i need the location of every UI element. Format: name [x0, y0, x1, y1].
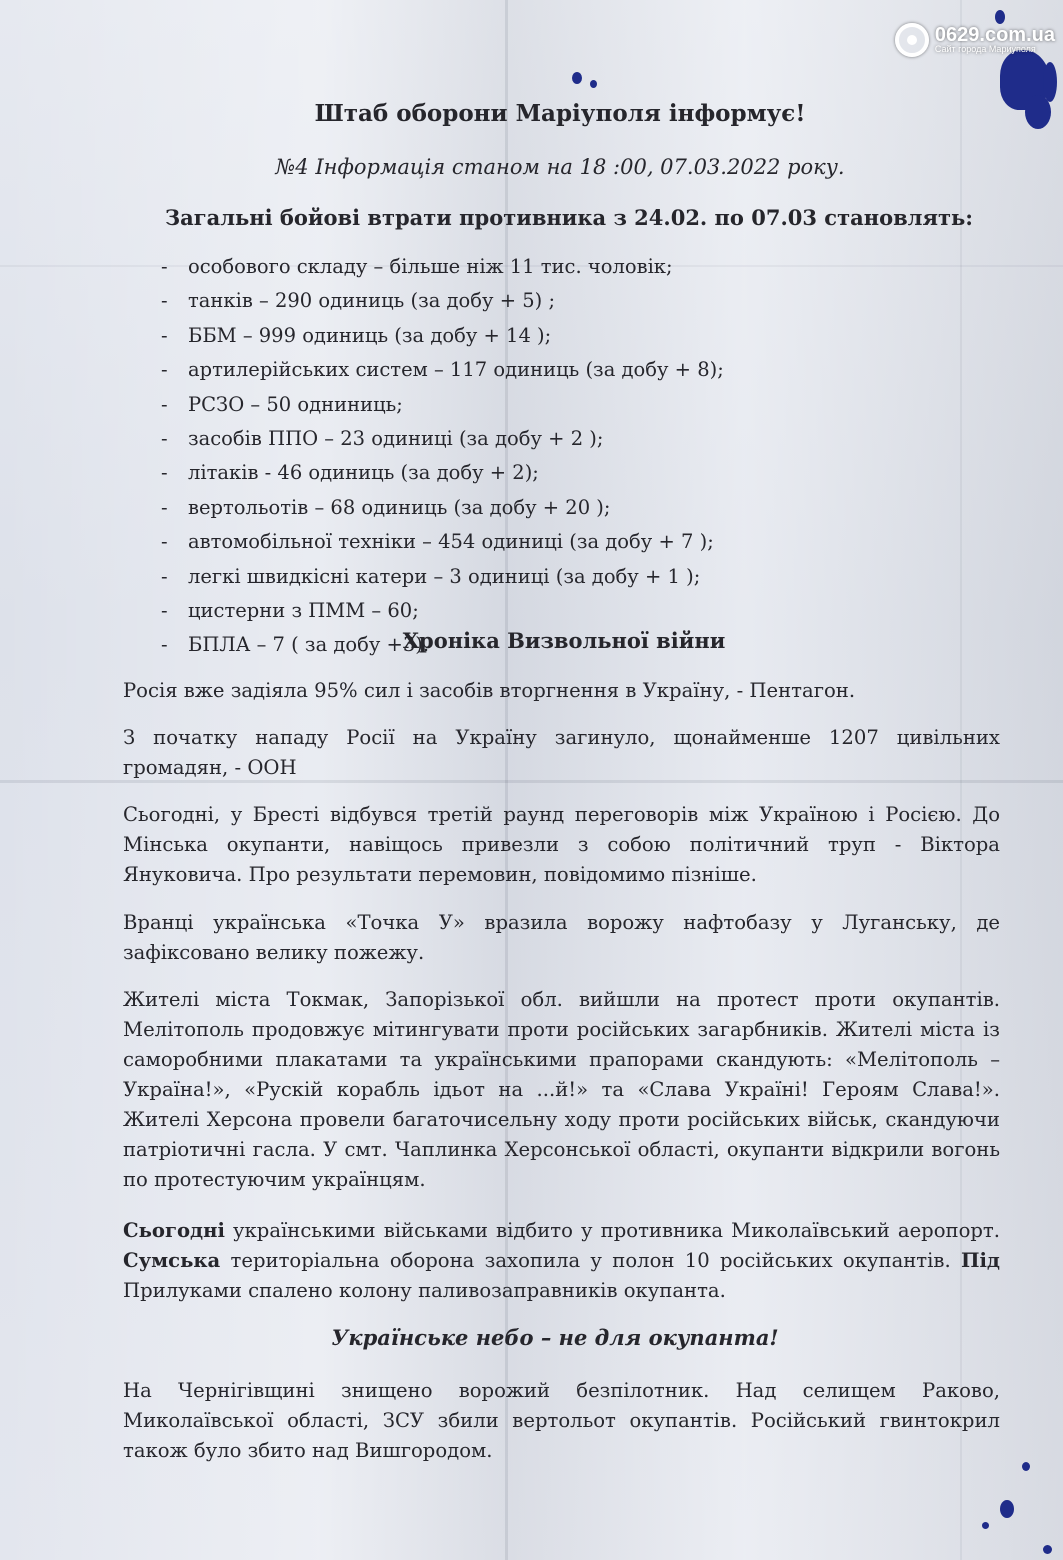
- losses-list: [155, 250, 875, 663]
- paragraph: Сьогодні, у Бресті відбувся третій раунд переговорів між Україною і Росією. До Мінська окупанти, навіщось привезли з собою політичний труп - Віктора Януковича. Про результати перемовин, повідомимо пізніше.: [123, 803, 1000, 886]
- paragraph: З початку нападу Росії на Україну загинуло, щонайменше 1207 цивільних громадян, - ООН: [123, 726, 1000, 779]
- paragraph-text: територіальна оборона захопила у полон 10 російських окупантів.: [220, 1249, 961, 1272]
- ink-stain: [1043, 1545, 1052, 1554]
- paragraph-lead: Сьогодні: [123, 1219, 225, 1242]
- document-subtitle: №4 Інформація станом на 18 :00, 07.03.2022 року.: [275, 155, 845, 179]
- ink-stain: [1022, 1462, 1030, 1471]
- list-item: - особового складу – більше ніж 11 тис. чоловік;: [155, 250, 875, 284]
- section-heading: Українське небо – не для окупанта!: [331, 1325, 779, 1350]
- list-item: - БПЛА – 7 ( за добу +3).: [155, 628, 875, 662]
- ink-stain: [1000, 1500, 1014, 1518]
- list-item: - автомобільної техніки – 454 одиниці (за добу + 7 );: [155, 525, 875, 559]
- ink-stain: [590, 80, 597, 88]
- ink-stain: [982, 1522, 989, 1529]
- list-item: - ББМ – 999 одиниць (за добу + 14 );: [155, 319, 875, 353]
- chronicle-heading: Хроніка Визвольної війни: [402, 628, 726, 653]
- paragraph: На Чернігівщині знищено ворожий безпілотник. Над селищем Раково, Миколаївської області, ЗСУ збили вертольот окупантів. Російський гвинтокрил також було збито над Вишгородом.: [123, 1379, 1000, 1462]
- list-item: - артилерійських систем – 117 одиниць (за добу + 8);: [155, 353, 875, 387]
- document-title: Штаб оборони Маріуполя інформує!: [314, 100, 806, 127]
- paragraph: Росія вже задіяла 95% сил і засобів вторгнення в Україну, - Пентагон.: [123, 679, 856, 702]
- site-logo-text: [935, 25, 1055, 54]
- paragraph-text: Прилуками спалено колону паливозаправників окупанта.: [123, 1279, 726, 1302]
- list-item: - цистерни з ПММ – 60;: [155, 594, 875, 628]
- list-item: - засобів ППО – 23 одиниці (за добу + 2 );: [155, 422, 875, 456]
- paragraph: Жителі міста Токмак, Запорізької обл. вийшли на протест проти окупантів. Мелітополь продовжує мітингувати проти російських загарбників. Жителі міста із саморобними плакатами та українськими прапорами скандують: «Мелітополь – Україна!», «Рускій корабль ідьот на ...й!» та «Слава Україні! Героям Слава!». Жителі Херсона провели багаточисельну ходу проти російських військ, скандуючи патріотичні гасла. У смт. Чаплинка Херсонської області, окупанти відкрили вогонь по протестуючим українцям.: [123, 988, 1000, 1191]
- location-pin-icon: [895, 23, 929, 57]
- paragraph: Вранці українська «Точка У» вразила ворожу нафтобазу у Луганську, де зафіксовано велику пожежу.: [123, 911, 1000, 964]
- list-item: - легкі швидкісні катери – 3 одиниці (за добу + 1 );: [155, 560, 875, 594]
- list-item: - літаків - 46 одиниць (за добу + 2);: [155, 456, 875, 490]
- paragraph-text: українськими військами відбито у противника Миколаївський аеропорт.: [224, 1219, 1000, 1242]
- paragraph: [123, 1216, 1000, 1306]
- paragraph-lead: Сумська: [123, 1249, 221, 1272]
- paragraph-lead: Під: [960, 1249, 1000, 1272]
- ink-stain: [572, 72, 582, 84]
- list-item: - танків – 290 одиниць (за добу + 5) ;: [155, 284, 875, 318]
- site-tagline: Сайт города Мариуполя: [934, 44, 1036, 55]
- losses-heading: Загальні бойові втрати противника з 24.02. по 07.03 становлять:: [164, 205, 974, 230]
- list-item: - вертольотів – 68 одиниць (за добу + 20 );: [155, 491, 875, 525]
- site-name: 0629.com.ua: [934, 24, 1055, 47]
- list-item: - РСЗО – 50 одниниць;: [155, 388, 875, 422]
- site-logo[interactable]: [895, 8, 1055, 72]
